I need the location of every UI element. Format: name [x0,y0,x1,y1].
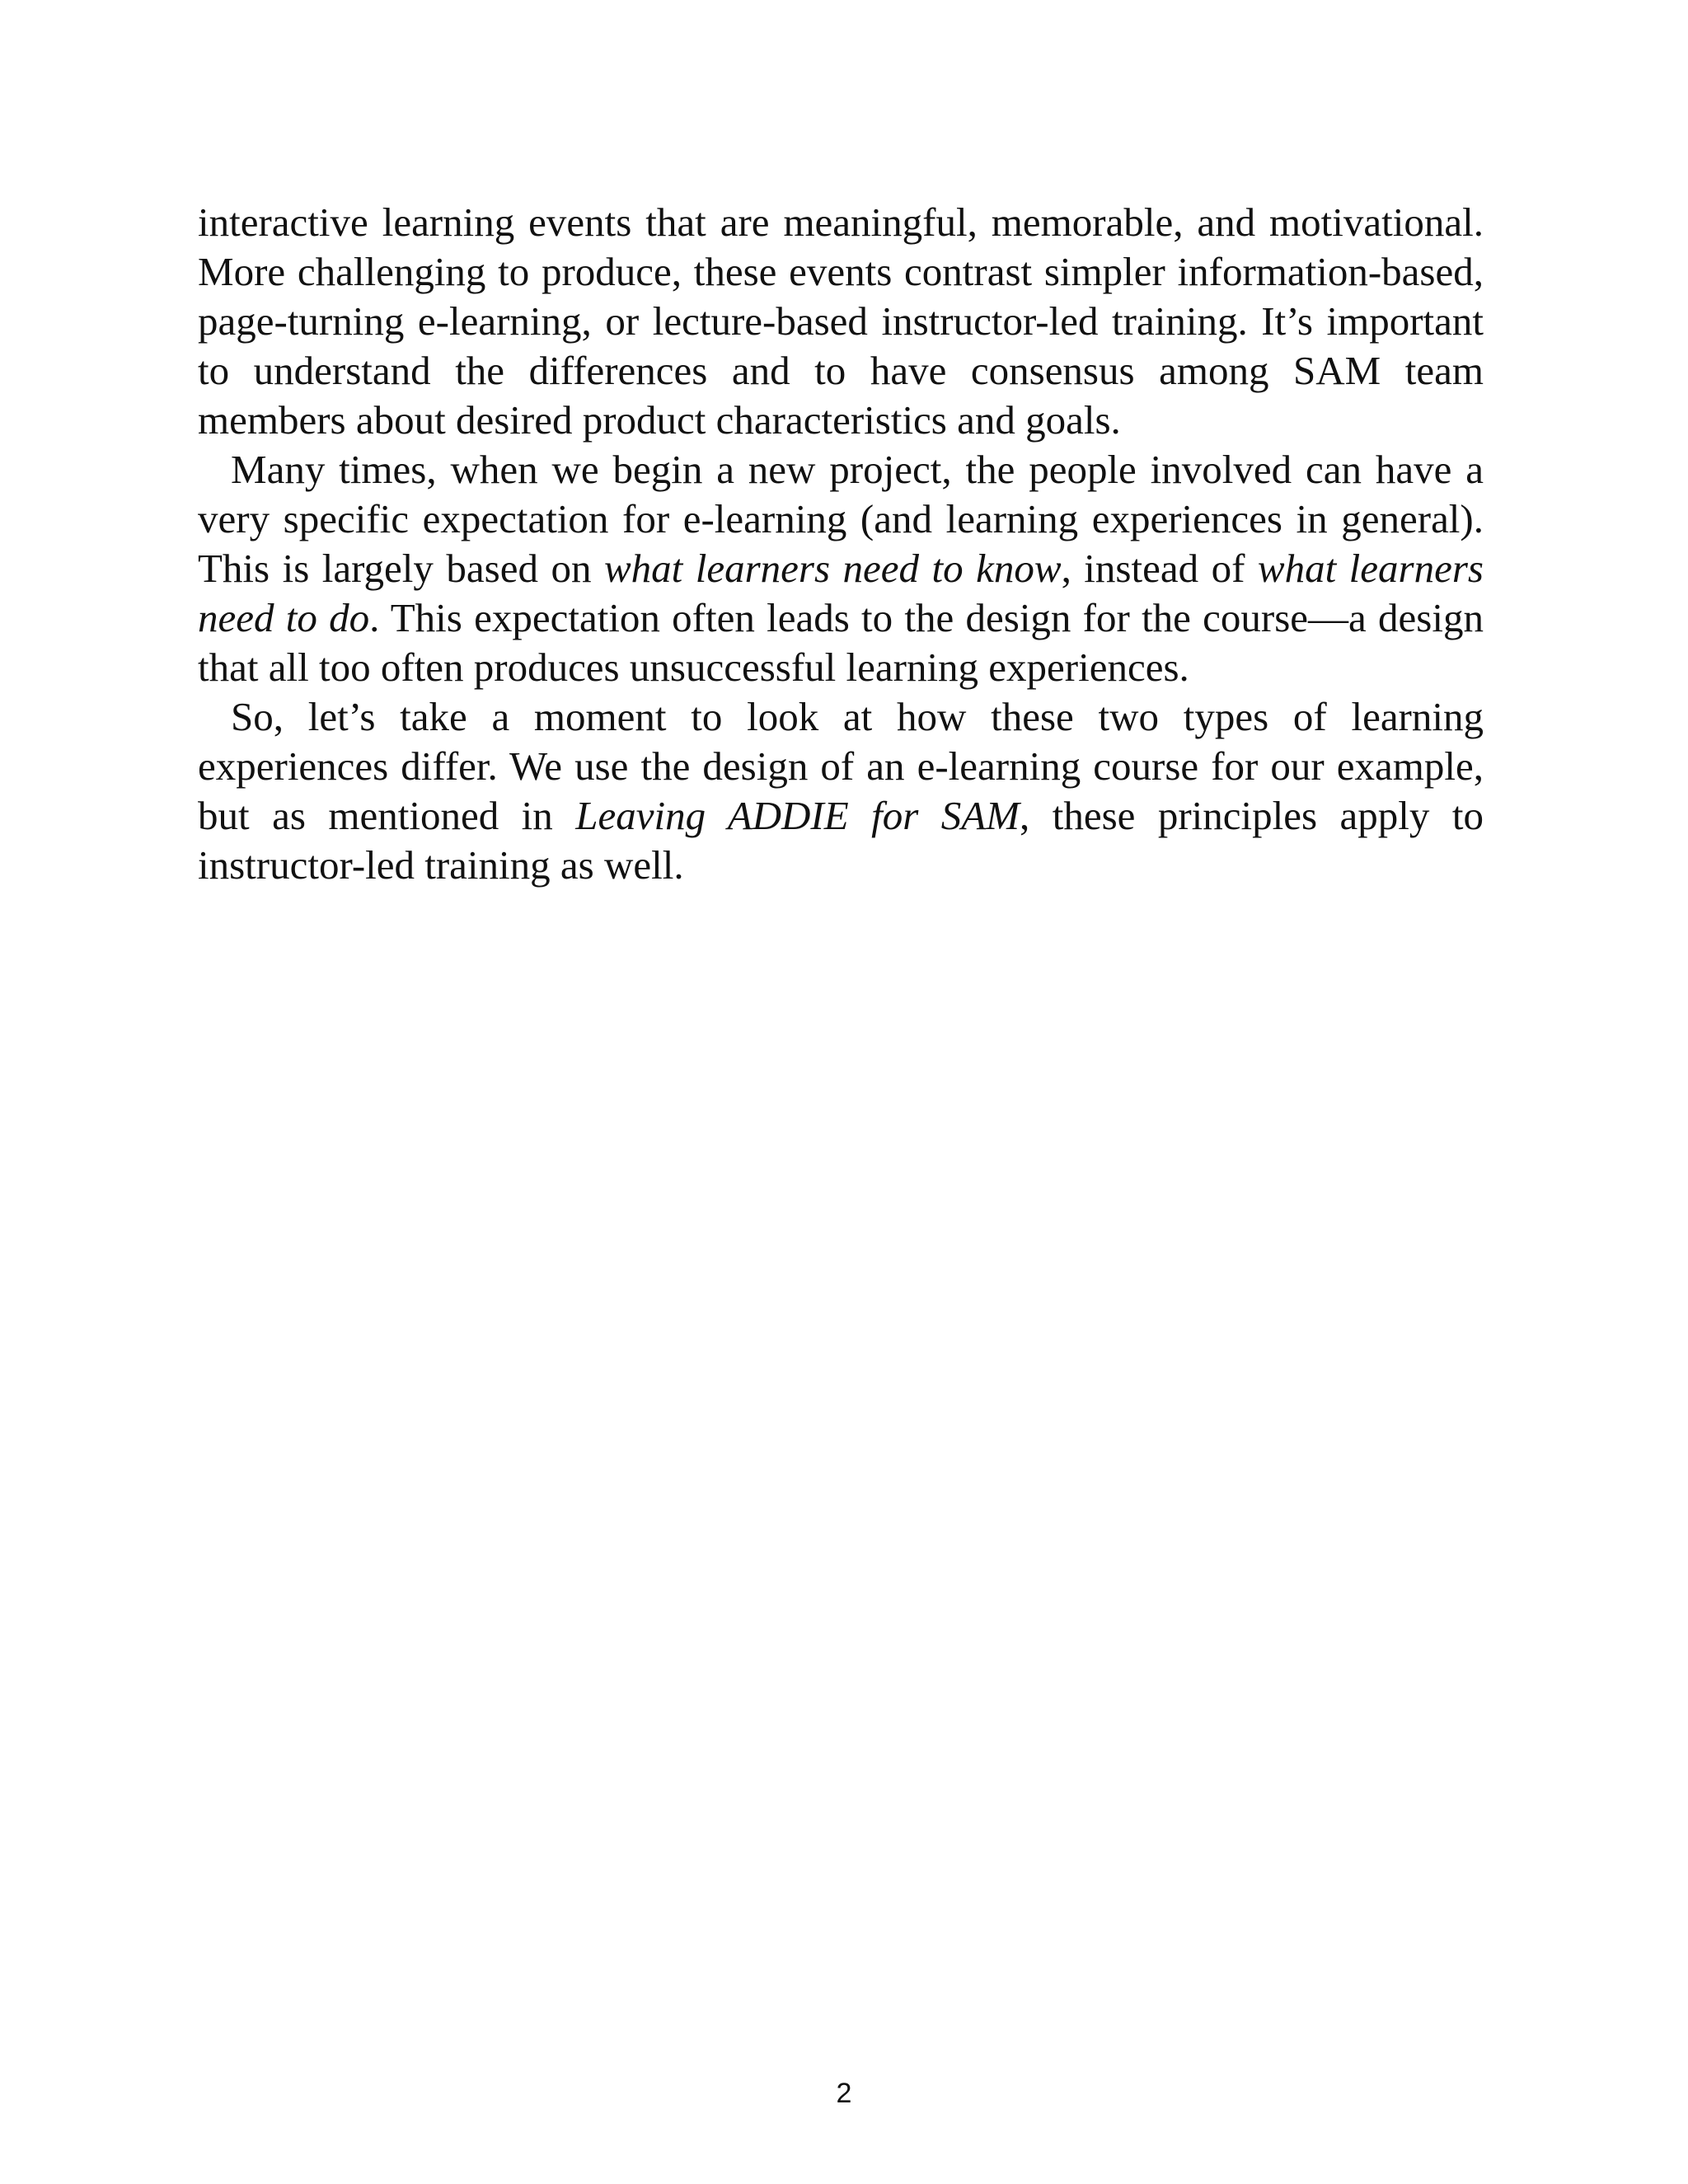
paragraph-3-text: So, let’s take a moment to look at how these two types of learning experiences differ. We use the design of an e-learning course for our example, but as mentioned in [198,694,1484,838]
paragraph-2-text: Many times, when we begin a new project, the people involved can have a very specific expectation for e-learning (and learning experiences in general). This is largely based on [198,447,1484,591]
paragraph-2 [198,445,1484,692]
paragraph-2-text: . This expectation often leads to the design for the course—a design that all too often produces unsuccessful learning experiences. [198,595,1484,690]
paragraph-2-emphasis-know: what learners need to know [603,546,1062,591]
paragraph-1-text: interactive learning events that are meaningful, memorable, and motivational. More challenging to produce, these events contrast simpler information-based, page-turning e-learning, or lecture-based instructor-led training. It’s important to understand the differences and to have consensus among SAM team members about desired product characteristics and goals. [198,199,1484,443]
page-number: 2 [836,2078,852,2109]
paragraph-3 [198,692,1484,890]
body-text [198,198,1484,890]
paragraph-2-emphasis-do: what learners need to do [198,546,1484,640]
paragraph-1 [198,198,1484,445]
book-title-reference: Leaving ADDIE for SAM [575,793,1020,838]
paragraph-3-text: , these principles apply to instructor-led training as well. [198,793,1484,888]
paragraph-2-text: , instead of [1061,546,1258,591]
